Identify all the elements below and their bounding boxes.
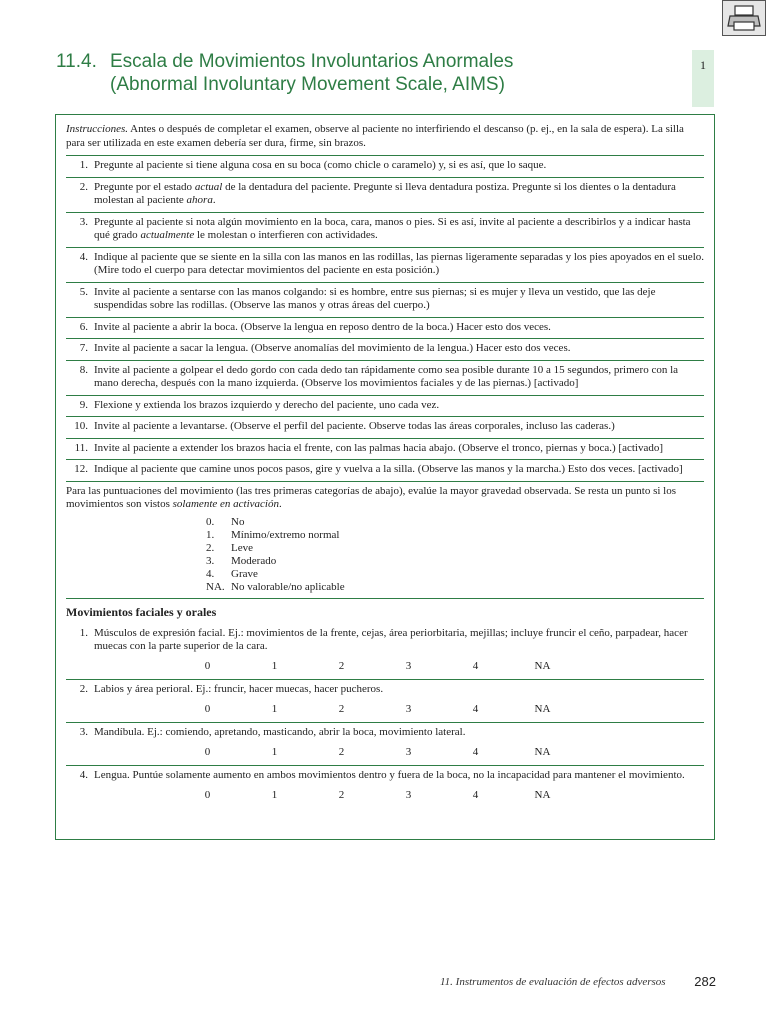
step-number: 10.	[74, 420, 88, 432]
footer-chapter: 11. Instrumentos de evaluación de efectos adversos	[440, 976, 666, 988]
severity-scale	[206, 516, 704, 594]
step-text-part: Pregunte al paciente si tiene alguna cosa en su boca (como chicle o caramelo) y, si es así, que lo saque.	[94, 159, 547, 171]
facial-item-text-row	[66, 726, 704, 740]
rating-option[interactable]: 2	[338, 659, 345, 672]
step-number: 12.	[74, 463, 88, 475]
rating-option[interactable]: 3	[405, 659, 412, 672]
scale-label: No valorable/no aplicable	[231, 580, 345, 593]
rating-option[interactable]: NA	[534, 702, 551, 715]
step-text	[94, 442, 704, 456]
rating-option[interactable]: 4	[472, 788, 479, 801]
rating-option[interactable]: NA	[534, 659, 551, 672]
step-number: 9.	[79, 398, 88, 411]
facial-item-text: Labios y área perioral. Ej.: fruncir, hacer muecas, hacer pucheros.	[94, 683, 384, 695]
exam-step	[66, 213, 704, 248]
step-number: 7.	[79, 342, 88, 354]
rating-option[interactable]: 3	[405, 788, 412, 801]
scoring-end: .	[278, 498, 282, 510]
exam-step	[66, 156, 704, 178]
facial-item	[66, 680, 704, 723]
step-text	[94, 463, 704, 477]
facial-item	[66, 766, 704, 808]
aims-form-box	[55, 114, 715, 840]
exam-step	[66, 361, 704, 396]
step-text-part: Invite al paciente a levantarse. (Observe el perfil del paciente. Observe todas las áreas corporales, incluso las caderas.)	[94, 420, 615, 432]
step-text-part: Flexione y extienda los brazos izquierdo y derecho del paciente, uno cada vez.	[94, 398, 440, 411]
step-text-part: Indique al paciente que se siente en la silla con las manos en las rodillas, las piernas ligeramente separadas y los pies apoyados en el suelo. (Mire todo el cuerpo para detectar movimientos del paciente en esta posición.)	[94, 250, 705, 276]
facial-item-text-row	[66, 627, 704, 654]
rating-option[interactable]: 4	[472, 659, 479, 672]
rating-spacer	[66, 660, 174, 674]
step-text	[94, 286, 704, 313]
rating-options	[66, 660, 704, 674]
rating-option[interactable]: 4	[472, 702, 479, 715]
scale-label: Grave	[231, 567, 258, 580]
scale-number: 0.	[206, 515, 215, 528]
step-text-part: Invite al paciente a abrir la boca. (Observe la lengua en reposo dentro de la boca.) Hacer esto dos veces.	[94, 320, 551, 333]
scale-level	[206, 568, 704, 581]
exam-step	[66, 439, 704, 461]
step-text	[94, 342, 704, 356]
facial-item-text-row	[66, 683, 704, 697]
rating-option[interactable]: 4	[472, 745, 479, 758]
step-text-part: Invite al paciente a sentarse con las manos colgando: si es hombre, entre sus piernas; si es mujer y lleva un vestido, que las deje suspendidas sobre las rodillas. (Observe las manos y otras áreas del cuerpo.)	[94, 285, 656, 311]
rating-spacer	[66, 703, 174, 717]
step-text-part: le molestan o interfieren con actividades.	[194, 229, 378, 241]
scale-number: 4.	[206, 567, 215, 580]
scale-level	[206, 516, 704, 529]
section-number: 11.4.	[56, 51, 97, 72]
rating-option[interactable]: 1	[271, 702, 278, 715]
facial-item-text-row	[66, 769, 704, 783]
rating-option[interactable]: 2	[338, 788, 345, 801]
step-text-part: Pregunte por el estado	[94, 180, 195, 193]
scale-number: 2.	[206, 541, 215, 554]
rating-option[interactable]: 1	[271, 745, 278, 758]
instructions	[66, 121, 704, 156]
rating-option[interactable]: 3	[405, 745, 412, 758]
step-text-part: Pregunte al paciente si nota algún movimiento en la boca, cara, manos o pies. Si es así, invite al paciente a describirlos y a indicar hasta qué grado	[94, 215, 691, 241]
rating-option[interactable]: 3	[405, 702, 412, 715]
chapter-tab: 1	[692, 50, 714, 107]
step-text-part: Invite al paciente a sacar la lengua. (Observe anomalías del movimiento de la lengua.) Hacer esto dos veces.	[94, 342, 571, 354]
step-text	[94, 399, 704, 413]
facial-item	[66, 624, 704, 681]
rating-option[interactable]: NA	[534, 788, 551, 801]
step-number: 5.	[79, 285, 88, 298]
exam-step	[66, 318, 704, 340]
step-text-emph: actual	[194, 180, 223, 193]
facial-items	[66, 624, 704, 809]
printer-icon	[727, 4, 761, 32]
step-text	[94, 251, 704, 278]
rating-option[interactable]: 2	[338, 702, 345, 715]
facial-item-number: 3.	[79, 726, 88, 738]
section-heading-facial: Movimientos faciales y orales	[66, 604, 217, 619]
print-button[interactable]	[722, 0, 766, 36]
step-text	[94, 420, 704, 434]
instructions-label: Instrucciones.	[66, 123, 129, 135]
exam-step	[66, 248, 704, 283]
exam-step	[66, 283, 704, 318]
rating-option[interactable]: 0	[204, 659, 211, 672]
scale-level	[206, 542, 704, 555]
step-text-part: Indique al paciente que camine unos pocos pasos, gire y vuelva a la silla. (Observe las manos y la marcha.) Esto dos veces. [activado]	[94, 463, 683, 475]
rating-options	[66, 703, 704, 717]
scale-number: NA.	[206, 580, 225, 593]
page-title	[56, 50, 676, 96]
step-text-part: Invite al paciente a extender los brazos hacia el frente, con las palmas hacia abajo. (Observe el tronco, piernas y boca.) [activado]	[94, 441, 663, 454]
rating-option[interactable]: 2	[338, 745, 345, 758]
instructions-text: Antes o después de completar el examen, observe al paciente no interfiriendo el descanso (p. ej., en la sala de espera). La silla para ser utilizada en este examen debería ser dura, firme, sin brazos.	[66, 123, 684, 149]
facial-item-number: 1.	[79, 626, 88, 639]
facial-item	[66, 723, 704, 766]
step-text	[94, 216, 704, 243]
step-text	[94, 181, 704, 208]
facial-item-text: Lengua. Puntúe solamente aumento en ambos movimientos dentro y fuera de la boca, no la incapacidad para mantener el movimiento.	[94, 769, 685, 781]
step-text-part: .	[212, 194, 216, 206]
exam-step	[66, 339, 704, 361]
rating-option[interactable]: 1	[271, 659, 278, 672]
page-number: 282	[694, 974, 716, 989]
title-line-1: Escala de Movimientos Involuntarios Anormales	[110, 51, 514, 72]
rating-option[interactable]: NA	[534, 745, 551, 758]
exam-step	[66, 396, 704, 418]
rating-spacer	[66, 746, 174, 760]
scale-number: 1.	[206, 528, 215, 541]
scale-label: Moderado	[231, 554, 277, 567]
step-number: 8.	[79, 363, 88, 376]
rating-options	[66, 789, 704, 803]
facial-item-number: 4.	[79, 769, 88, 781]
step-text-part: de la dentadura del paciente. Pregunte si lleva dentadura postiza. Pregunte si los dientes o la dentadura molestan al paciente	[94, 180, 676, 206]
title-line-2: (Abnormal Involuntary Movement Scale, AIMS)	[110, 74, 505, 95]
rating-option[interactable]: 0	[204, 788, 211, 801]
exam-step	[66, 417, 704, 439]
scoring-emph: solamente en activación	[172, 498, 279, 510]
step-text	[94, 159, 704, 173]
scoring-text: Para las puntuaciones del movimiento (las tres primeras categorías de abajo), evalúe la mayor gravedad observada. Se resta un punto si los movimientos son vistos	[66, 484, 676, 510]
step-text-emph: ahora	[186, 194, 213, 206]
step-text	[94, 321, 704, 335]
page-footer	[440, 976, 716, 988]
facial-item-number: 2.	[79, 683, 88, 695]
step-text	[94, 364, 704, 391]
scale-level	[206, 581, 704, 594]
rating-spacer	[66, 789, 174, 803]
scale-number: 3.	[206, 554, 215, 567]
step-number: 3.	[79, 215, 88, 228]
step-number: 4.	[79, 250, 88, 263]
scale-level	[206, 555, 704, 568]
facial-item-text: Mandíbula. Ej.: comiendo, apretando, masticando, abrir la boca, movimiento lateral.	[94, 726, 466, 738]
scale-label: Leve	[231, 541, 253, 554]
scale-level	[206, 529, 704, 542]
step-number: 6.	[79, 320, 88, 333]
rating-option[interactable]: 0	[204, 745, 211, 758]
step-text-part: Invite al paciente a golpear el dedo gordo con cada dedo tan rápidamente como sea posible durante 10 a 15 segundos, primero con la mano derecha, después con la mano izquierda. (Observe los movimientos faciales y de las piernas.) [activado]	[94, 363, 679, 389]
exam-step	[66, 178, 704, 213]
step-text-emph: actualmente	[140, 229, 195, 241]
scale-label: Mínimo/extremo normal	[231, 528, 340, 541]
step-number: 1.	[79, 159, 88, 171]
rating-option[interactable]: 1	[271, 788, 278, 801]
scoring-section	[66, 482, 704, 599]
exam-step	[66, 460, 704, 482]
facial-item-text: Músculos de expresión facial. Ej.: movimientos de la frente, cejas, área periorbitaria, mejillas; incluye fruncir el ceño, parpadear, hacer muecas con la parte superior de la cara.	[94, 626, 688, 652]
step-number: 11.	[74, 441, 88, 454]
rating-options	[66, 746, 704, 760]
rating-option[interactable]: 0	[204, 702, 211, 715]
scale-label: No	[231, 515, 245, 528]
exam-steps	[66, 156, 704, 482]
step-number: 2.	[79, 180, 88, 193]
